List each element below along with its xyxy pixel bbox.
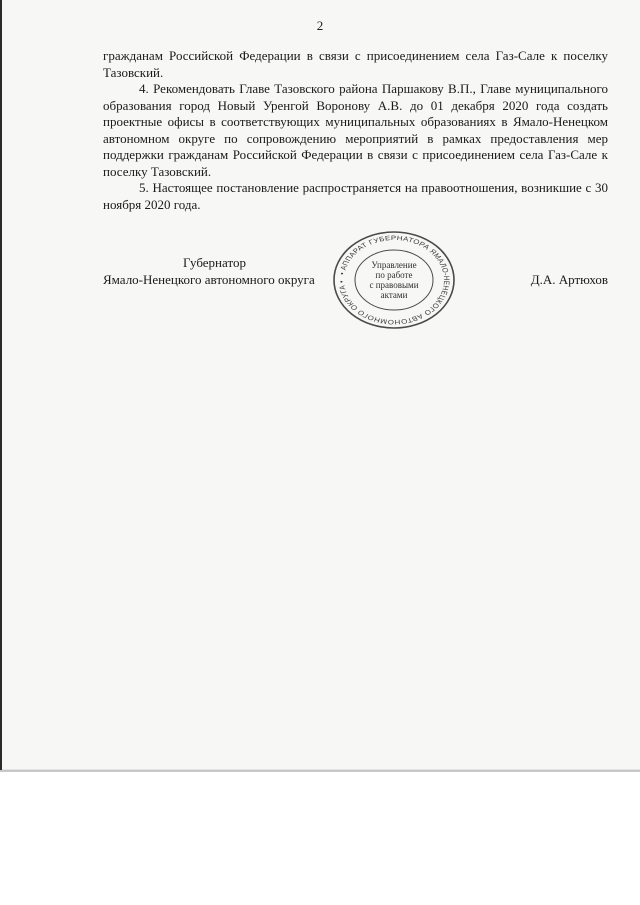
paragraph-5: 5. Настоящее постановление распространяется на правоотношения, возникшие с 30 ноября 2020 года.: [103, 180, 608, 212]
paragraph-continuation: гражданам Российской Федерации в связи с присоединением села Газ-Сале к поселку Тазовский.: [103, 48, 608, 80]
signer-organization: Ямало-Ненецкого автономного округа: [103, 272, 315, 287]
page-number: 2: [316, 18, 324, 33]
seal-center-line-3: с правовыми: [369, 280, 419, 290]
signer-title: Губернатор: [183, 255, 246, 270]
seal-center-line-2: по работе: [375, 270, 413, 280]
seal-ring-text: • АППАРАТ ГУБЕРНАТОРА ЯМАЛО-НЕНЕЦКОГО АВТОНОМНОГО ОКРУГА •: [336, 233, 452, 327]
paragraph-4: 4. Рекомендовать Главе Тазовского района Паршакову В.П., Главе муниципального образования город Новый Уренгой Воронову А.В. до 01 декабря 2020 года создать проектные офисы в соответствующих муниципальных образованиях в Ямало-Ненецком автономном округе по сопровождению мероприятий в рамках предоставления мер поддержки гражданам Российской Федерации в связи с присоединением села Газ-Сале к поселку Тазовский.: [103, 81, 608, 179]
signer-name: Д.А. Артюхов: [530, 272, 608, 287]
seal-center-line-1: Управление: [371, 260, 417, 270]
seal-center-line-4: актами: [380, 290, 408, 300]
document-body: [103, 48, 608, 213]
official-seal: [331, 230, 457, 330]
